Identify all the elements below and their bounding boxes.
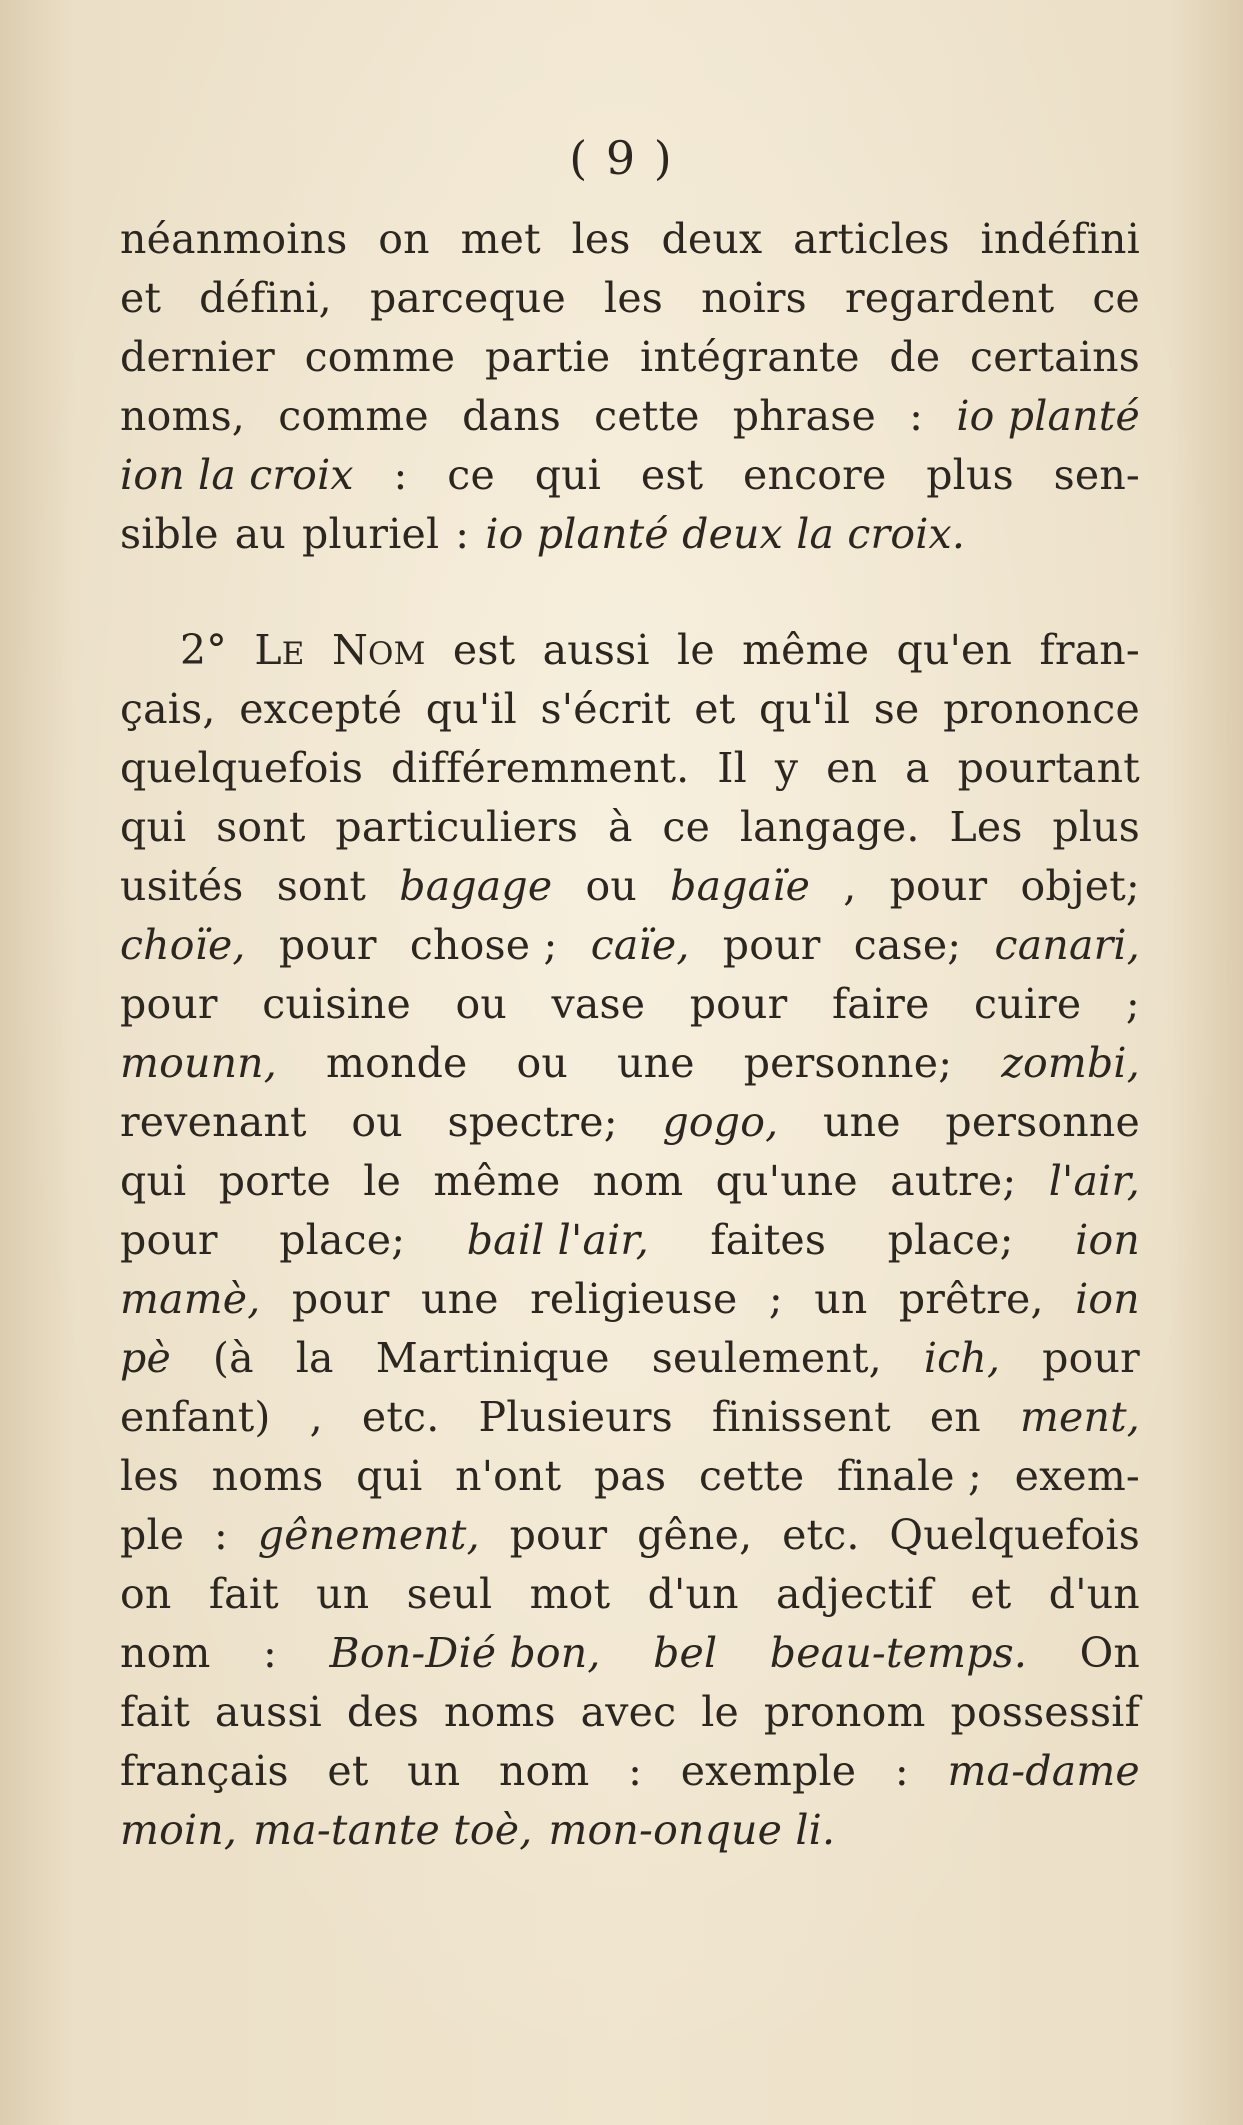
word: sible xyxy=(120,510,219,558)
word: : xyxy=(455,510,470,558)
word: mamè, xyxy=(120,1275,261,1323)
word: qu'il xyxy=(425,685,517,733)
text-line xyxy=(120,975,1140,1034)
word: ion xyxy=(1075,1216,1140,1264)
word: : xyxy=(628,1747,643,1795)
word: spectre; xyxy=(447,1098,618,1146)
word: les xyxy=(571,215,631,263)
text-line xyxy=(120,1093,1140,1152)
word: pour xyxy=(722,921,821,969)
word: , xyxy=(843,862,857,910)
text-line xyxy=(120,387,1140,446)
word: etc. xyxy=(782,1511,860,1559)
word: un xyxy=(407,1747,461,1795)
word: un xyxy=(316,1570,370,1618)
section-number: 2° xyxy=(180,626,227,674)
word: parceque xyxy=(369,274,566,322)
word: qui xyxy=(120,803,187,851)
word: qui xyxy=(356,1452,423,1500)
word: des xyxy=(346,1688,420,1736)
word: pas xyxy=(593,1452,667,1500)
word: et xyxy=(120,274,162,322)
word: ion la croix xyxy=(120,451,354,499)
word: çais, xyxy=(120,685,216,733)
word: se xyxy=(873,685,920,733)
word: Martinique xyxy=(375,1334,610,1382)
word: dans xyxy=(462,392,561,440)
text-line xyxy=(120,857,1140,916)
word: comme xyxy=(304,333,456,381)
word: pour xyxy=(291,1275,390,1323)
word: mot xyxy=(529,1570,611,1618)
text-line xyxy=(120,798,1140,857)
word: prononce xyxy=(943,685,1140,733)
word: seulement, xyxy=(651,1334,882,1382)
page-number: ( 9 ) xyxy=(569,131,674,185)
paragraph-1 xyxy=(120,210,1140,564)
word: ich, xyxy=(923,1334,1001,1382)
word: cuisine xyxy=(262,980,411,1028)
word: d'un xyxy=(647,1570,739,1618)
word: nom xyxy=(498,1747,590,1795)
word: pour xyxy=(120,1216,218,1264)
text-line xyxy=(120,1565,1140,1624)
text-line xyxy=(120,1683,1140,1742)
word: adjectif xyxy=(776,1570,934,1618)
word: zombi, xyxy=(1001,1039,1140,1087)
word: mon-onque li. xyxy=(548,1806,836,1854)
word: qu'il xyxy=(759,685,851,733)
smallcaps-word-nom: NOM xyxy=(331,626,426,674)
word: Bon-Dié bon, xyxy=(329,1629,601,1677)
word: à xyxy=(607,803,633,851)
word: particuliers xyxy=(335,803,579,851)
word: une xyxy=(823,1098,901,1146)
word: caïe, xyxy=(590,921,690,969)
body-text xyxy=(120,210,1140,1860)
word: Plusieurs xyxy=(478,1393,673,1441)
word: en xyxy=(826,744,878,792)
word: noirs xyxy=(701,274,807,322)
text-line xyxy=(120,1152,1140,1211)
smallcaps-word-le: LE xyxy=(254,626,305,674)
word: pourtant xyxy=(957,744,1140,792)
word: finale ; xyxy=(837,1452,982,1500)
word: finissent xyxy=(711,1393,891,1441)
word: chose ; xyxy=(409,921,558,969)
word: Quelquefois xyxy=(889,1511,1140,1559)
word: pour xyxy=(120,980,218,1028)
word: même xyxy=(433,1157,561,1205)
text-line xyxy=(120,505,1140,564)
word: en xyxy=(929,1393,981,1441)
word: différemment. xyxy=(391,744,690,792)
text-line xyxy=(120,1506,1140,1565)
word: : xyxy=(263,1629,278,1677)
word: exem- xyxy=(1014,1452,1140,1500)
word: au xyxy=(234,510,287,558)
word: qui xyxy=(534,451,602,499)
word: un xyxy=(814,1275,868,1323)
word: avec xyxy=(580,1688,677,1736)
word: noms, xyxy=(120,392,246,440)
word: religieuse xyxy=(530,1275,738,1323)
word: ion xyxy=(1075,1275,1140,1323)
word: langage. xyxy=(739,803,920,851)
word: io planté xyxy=(956,392,1140,440)
text-line xyxy=(120,1447,1140,1506)
word: qui xyxy=(120,1157,187,1205)
word: fait xyxy=(208,1570,279,1618)
word: cette xyxy=(698,1452,805,1500)
word: pour xyxy=(278,921,377,969)
word: excepté xyxy=(239,685,403,733)
word: personne; xyxy=(743,1039,953,1087)
word: ple xyxy=(120,1511,185,1559)
word: : xyxy=(214,1511,229,1559)
word: phrase xyxy=(732,392,876,440)
word: regardent xyxy=(844,274,1055,322)
word: ce xyxy=(1092,274,1140,322)
word: exemple xyxy=(680,1747,857,1795)
word: et xyxy=(694,685,736,733)
word: , xyxy=(309,1393,323,1441)
word: et xyxy=(327,1747,369,1795)
word: indéfini xyxy=(980,215,1140,263)
word: intégrante xyxy=(640,333,860,381)
word: place; xyxy=(279,1216,406,1264)
word: ; xyxy=(768,1275,783,1323)
word: Les xyxy=(949,803,1023,851)
word: pour xyxy=(889,862,988,910)
text-line xyxy=(120,1388,1140,1447)
text-line xyxy=(120,1034,1140,1093)
word: est xyxy=(452,626,516,674)
word: le xyxy=(363,1157,402,1205)
word: dernier xyxy=(120,333,275,381)
word: a xyxy=(905,744,930,792)
word: fait xyxy=(120,1688,191,1736)
word: la xyxy=(295,1334,334,1382)
word: et xyxy=(970,1570,1012,1618)
word: : xyxy=(393,451,408,499)
word: s'écrit xyxy=(540,685,671,733)
word: encore xyxy=(743,451,887,499)
word: : xyxy=(909,392,924,440)
word: pluriel xyxy=(302,510,440,558)
word: noms xyxy=(443,1688,556,1736)
word: place; xyxy=(887,1216,1014,1264)
paragraph-2 xyxy=(120,621,1140,1860)
word: cuire xyxy=(974,980,1082,1028)
word: : xyxy=(894,1747,909,1795)
word: io planté deux la croix. xyxy=(485,510,966,558)
word: plus xyxy=(926,451,1014,499)
word: pour xyxy=(509,1511,608,1559)
word: y xyxy=(774,744,799,792)
word: on xyxy=(120,1570,172,1618)
word: l'air, xyxy=(1048,1157,1140,1205)
word: etc. xyxy=(361,1393,440,1441)
word: Il xyxy=(717,744,747,792)
text-line xyxy=(120,1801,1140,1860)
word: autre; xyxy=(890,1157,1017,1205)
word: français xyxy=(120,1747,289,1795)
word: pour xyxy=(1042,1334,1140,1382)
word: aussi xyxy=(214,1688,322,1736)
word: bail l'air, xyxy=(466,1216,649,1264)
text-line xyxy=(120,210,1140,269)
text-line xyxy=(120,1742,1140,1801)
word: ; xyxy=(1125,980,1140,1028)
word: porte xyxy=(218,1157,331,1205)
word: gêne, xyxy=(637,1511,753,1559)
text-line xyxy=(120,1329,1140,1388)
word: monde xyxy=(326,1039,468,1087)
text-line xyxy=(120,621,1140,680)
word: revenant xyxy=(120,1098,307,1146)
word: ma-tante toè, xyxy=(253,1806,533,1854)
word: ma-dame xyxy=(947,1747,1140,1795)
paragraph-gap xyxy=(120,564,1140,621)
word: gênement, xyxy=(257,1511,480,1559)
word: gogo, xyxy=(662,1098,779,1146)
word: On xyxy=(1079,1629,1140,1677)
text-line xyxy=(120,1624,1140,1683)
text-line xyxy=(120,739,1140,798)
text-line xyxy=(120,916,1140,975)
word: met xyxy=(460,215,541,263)
word: le xyxy=(701,1688,739,1736)
word: bel xyxy=(653,1629,718,1677)
word: pè xyxy=(120,1334,171,1382)
word: faire xyxy=(831,980,930,1028)
word: mounn, xyxy=(120,1039,278,1087)
text-line xyxy=(120,1270,1140,1329)
word: qu'en xyxy=(896,626,1013,674)
word: n'ont xyxy=(455,1452,562,1500)
text-line xyxy=(120,1211,1140,1270)
word: noms xyxy=(211,1452,324,1500)
word: faites xyxy=(710,1216,827,1264)
word: ment, xyxy=(1019,1393,1140,1441)
word: bagaïe xyxy=(670,862,811,910)
word: partie xyxy=(484,333,611,381)
word: beau-temps. xyxy=(769,1629,1028,1677)
word: certains xyxy=(970,333,1140,381)
word: défini, xyxy=(199,274,332,322)
word: qu'une xyxy=(715,1157,858,1205)
word: pour xyxy=(689,980,788,1028)
word: ou xyxy=(516,1039,568,1087)
word: néanmoins xyxy=(120,215,348,263)
word: sen- xyxy=(1053,451,1140,499)
word: seul xyxy=(406,1570,493,1618)
word: les xyxy=(604,274,664,322)
word: quelquefois xyxy=(120,744,364,792)
word: (à xyxy=(212,1334,254,1382)
word: aussi xyxy=(542,626,650,674)
word: nom xyxy=(592,1157,684,1205)
word: cette xyxy=(594,392,700,440)
word: une xyxy=(617,1039,695,1087)
word: ou xyxy=(585,862,637,910)
word: ou xyxy=(455,980,507,1028)
word: on xyxy=(378,215,430,263)
word: sont xyxy=(276,862,367,910)
word: choïe, xyxy=(120,921,246,969)
text-line xyxy=(120,269,1140,328)
word: ce xyxy=(662,803,711,851)
word: case; xyxy=(853,921,962,969)
word: de xyxy=(889,333,941,381)
word: canari, xyxy=(994,921,1140,969)
word: pronom xyxy=(763,1688,926,1736)
word: deux xyxy=(661,215,763,263)
word: usités xyxy=(120,862,244,910)
word: nom xyxy=(120,1629,211,1677)
word: articles xyxy=(793,215,950,263)
text-line xyxy=(120,328,1140,387)
word: les xyxy=(120,1452,180,1500)
word: personne xyxy=(945,1098,1140,1146)
word: enfant) xyxy=(120,1393,271,1441)
word: fran- xyxy=(1039,626,1140,674)
text-line xyxy=(120,446,1140,505)
word: une xyxy=(421,1275,499,1323)
word: est xyxy=(640,451,704,499)
word: possessif xyxy=(950,1688,1140,1736)
word: ou xyxy=(351,1098,403,1146)
word: comme xyxy=(278,392,429,440)
word: objet; xyxy=(1020,862,1140,910)
word: prêtre, xyxy=(898,1275,1044,1323)
text-line xyxy=(120,680,1140,739)
word: ce xyxy=(447,451,495,499)
word: même xyxy=(742,626,870,674)
word: d'un xyxy=(1048,1570,1140,1618)
word: plus xyxy=(1052,803,1140,851)
word: le xyxy=(677,626,715,674)
word: bagage xyxy=(399,862,553,910)
word: moin, xyxy=(120,1806,238,1854)
word: sont xyxy=(216,803,306,851)
word: vase xyxy=(551,980,646,1028)
